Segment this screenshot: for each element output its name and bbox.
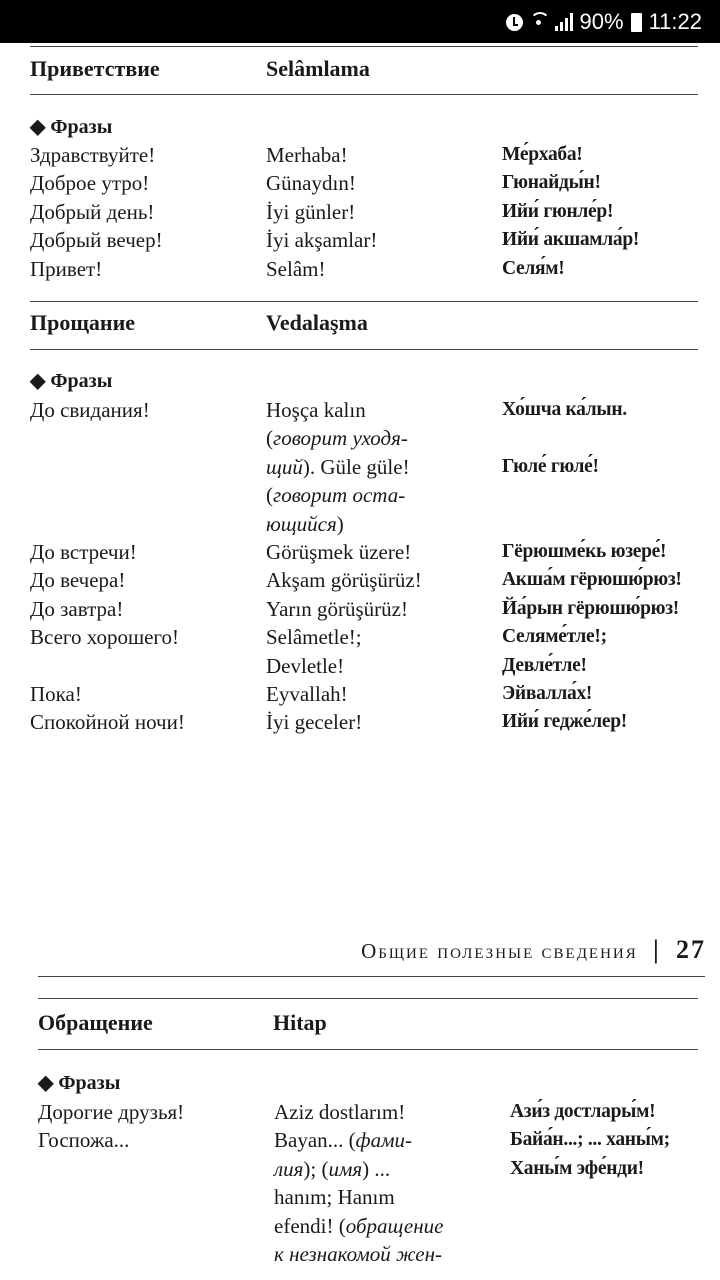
text-line xyxy=(274,1126,510,1154)
divider xyxy=(30,94,698,95)
italic-note: обращение xyxy=(345,1213,444,1238)
phrase-row xyxy=(30,708,682,736)
text-segment: Всего хорошего! xyxy=(30,625,180,650)
text-line xyxy=(274,1155,510,1183)
text-segment: ( xyxy=(266,483,273,508)
text-line xyxy=(30,538,266,566)
text-segment: Ханы́м эфе́нди! xyxy=(510,1157,644,1179)
text-segment: efendi! ( xyxy=(274,1213,346,1238)
phrase-row xyxy=(38,1126,670,1268)
text-segment: Пока! xyxy=(30,681,82,706)
turkish-phrase xyxy=(266,226,502,254)
text-segment: Görüşmek üzere! xyxy=(266,539,412,564)
text-line xyxy=(266,680,502,708)
text-segment: Hoşça kalın xyxy=(266,398,366,422)
turkish-phrase xyxy=(266,396,502,538)
transcription xyxy=(502,141,583,169)
russian-phrase xyxy=(30,680,266,708)
divider xyxy=(38,976,705,977)
transcription xyxy=(502,226,639,254)
text-segment: Байа́н...; ... ханы́м; xyxy=(510,1129,670,1151)
turkish-phrase xyxy=(266,623,502,680)
transcription xyxy=(502,538,666,566)
text-line xyxy=(30,141,266,169)
battery-percent: 90% xyxy=(579,9,624,34)
text-segment: Eyvallah! xyxy=(266,681,348,706)
text-segment: Гюле́ гюле́! xyxy=(502,455,599,477)
text-segment: Госпожа... xyxy=(38,1128,130,1153)
text-segment: Привет! xyxy=(30,256,103,281)
section-title-ru: Приветствие xyxy=(30,56,160,81)
phrase-row xyxy=(30,198,639,226)
text-line xyxy=(510,1155,670,1183)
transcription xyxy=(510,1098,655,1126)
text-line xyxy=(266,226,502,254)
text-line xyxy=(38,1098,274,1126)
text-segment: Bayan... ( xyxy=(274,1128,356,1153)
italic-note: фами- xyxy=(355,1128,412,1153)
russian-phrase xyxy=(30,141,266,169)
signal-icon xyxy=(555,13,573,31)
text-segment: Добрый день! xyxy=(30,199,155,224)
phrase-row xyxy=(30,226,639,254)
separator: | xyxy=(653,935,661,964)
text-line xyxy=(266,623,502,651)
text-line xyxy=(30,169,266,197)
turkish-phrase xyxy=(266,255,502,283)
text-line xyxy=(502,169,601,197)
text-line xyxy=(502,652,607,680)
transcription xyxy=(502,396,627,538)
divider xyxy=(30,46,698,47)
turkish-phrase xyxy=(266,595,502,623)
turkish-phrase xyxy=(266,566,502,594)
turkish-phrase xyxy=(274,1126,510,1268)
transcription xyxy=(502,566,682,594)
italic-note: говорит оста- xyxy=(273,483,406,508)
turkish-phrase xyxy=(266,198,502,226)
status-bar xyxy=(0,0,720,43)
running-title: Общие полезные сведения xyxy=(361,939,638,963)
section-title-ru: Прощание xyxy=(30,310,136,335)
divider xyxy=(30,301,698,302)
text-line xyxy=(30,623,266,651)
turkish-phrase xyxy=(266,169,502,197)
divider xyxy=(38,998,698,999)
phrase-table xyxy=(38,1098,670,1268)
text-segment: Ази́з достлары́м! xyxy=(510,1101,656,1122)
text-line xyxy=(266,510,502,538)
text-line xyxy=(266,652,502,680)
text-line xyxy=(274,1098,510,1126)
transcription xyxy=(502,708,627,736)
text-line xyxy=(502,595,679,623)
section-title-tr: Vedalaşma xyxy=(266,310,368,335)
russian-phrase xyxy=(30,396,266,538)
text-segment: ); ( xyxy=(303,1156,329,1181)
transcription xyxy=(502,169,601,197)
text-segment: Добрый вечер! xyxy=(30,228,163,253)
text-segment: Yarın görüşürüz! xyxy=(266,596,408,621)
text-line xyxy=(266,396,502,424)
text-segment: Ийи́ акшамла́р! xyxy=(502,229,640,251)
text-segment: Здравствуйте! xyxy=(30,143,156,167)
text-segment: Günaydın! xyxy=(266,171,356,196)
text-line xyxy=(266,255,502,283)
text-line xyxy=(502,255,564,283)
text-line xyxy=(502,226,639,254)
transcription xyxy=(502,198,613,226)
phrase-row xyxy=(30,141,639,169)
italic-note: говорит уходя- xyxy=(273,426,408,451)
text-segment: Хо́шча ка́лын. xyxy=(502,399,627,420)
text-segment: Дорогие друзья! xyxy=(38,1100,185,1124)
text-segment: Aziz dostlarım! xyxy=(274,1100,406,1124)
text-segment: До свидания! xyxy=(30,398,150,422)
alarm-icon xyxy=(506,14,523,31)
italic-note: щий xyxy=(266,454,303,479)
text-segment: Selâmetle!; xyxy=(266,625,362,650)
transcription xyxy=(502,255,564,283)
phrase-row xyxy=(30,169,639,197)
text-line xyxy=(502,708,627,736)
italic-note: к незнакомой жен- xyxy=(274,1241,443,1266)
text-line xyxy=(30,198,266,226)
text-line xyxy=(274,1240,510,1268)
phrase-row xyxy=(30,566,682,594)
phrase-table xyxy=(30,396,682,737)
russian-phrase xyxy=(30,566,266,594)
russian-phrase xyxy=(30,226,266,254)
phrase-row xyxy=(30,255,639,283)
turkish-phrase xyxy=(266,538,502,566)
text-line xyxy=(30,255,266,283)
text-line xyxy=(266,169,502,197)
russian-phrase xyxy=(38,1098,274,1126)
phrase-row xyxy=(30,396,682,538)
text-segment: Акша́м гёрюшю́рюз! xyxy=(502,569,682,591)
turkish-phrase xyxy=(266,141,502,169)
transcription xyxy=(502,680,592,708)
section-title-ru: Обращение xyxy=(38,1010,153,1035)
text-segment: Ийи́ гюнле́р! xyxy=(502,200,614,222)
russian-phrase xyxy=(30,708,266,736)
text-segment: Devletle! xyxy=(266,653,345,678)
russian-phrase xyxy=(30,623,266,680)
text-line xyxy=(266,481,502,509)
text-line xyxy=(30,680,266,708)
text-line xyxy=(502,566,682,594)
phrase-row xyxy=(30,538,682,566)
text-segment: Merhaba! xyxy=(266,143,348,167)
phrases-label: ◆ Фразы xyxy=(30,116,113,138)
transcription xyxy=(510,1126,670,1268)
text-line xyxy=(266,424,502,452)
text-segment: hanım; Hanım xyxy=(274,1185,395,1210)
text-line xyxy=(30,226,266,254)
text-segment: Йа́рын гёрюшю́рюз! xyxy=(502,597,679,619)
section-title-tr: Selâmlama xyxy=(266,56,370,81)
text-segment: Selâm! xyxy=(266,256,326,281)
text-line xyxy=(266,595,502,623)
section-title-tr: Hitap xyxy=(273,1010,327,1035)
text-segment: ). Güle güle! xyxy=(302,454,410,479)
divider xyxy=(30,349,698,350)
russian-phrase xyxy=(30,538,266,566)
turkish-phrase xyxy=(266,680,502,708)
turkish-phrase xyxy=(274,1098,510,1126)
text-segment: Спокойной ночи! xyxy=(30,710,185,735)
wifi-icon xyxy=(530,12,548,32)
text-line xyxy=(30,396,266,424)
text-line xyxy=(502,623,607,651)
text-segment: До встречи! xyxy=(30,539,137,564)
text-line xyxy=(266,708,502,736)
text-segment: ) xyxy=(336,511,344,536)
phrase-row xyxy=(30,595,682,623)
text-segment: Девле́тле! xyxy=(502,654,587,676)
russian-phrase xyxy=(30,255,266,283)
page-footer xyxy=(361,935,706,965)
text-segment: До завтра! xyxy=(30,596,124,621)
text-segment: Доброе утро! xyxy=(30,171,150,196)
text-line xyxy=(266,453,502,481)
turkish-phrase xyxy=(266,708,502,736)
phrase-row xyxy=(30,680,682,708)
phrase-row xyxy=(38,1098,670,1126)
text-line xyxy=(30,595,266,623)
text-line xyxy=(502,538,666,566)
phrase-row xyxy=(30,623,682,680)
text-line xyxy=(266,538,502,566)
text-line xyxy=(266,566,502,594)
russian-phrase xyxy=(30,198,266,226)
text-line xyxy=(502,453,627,481)
text-line xyxy=(274,1183,510,1211)
text-line xyxy=(30,566,266,594)
text-line xyxy=(502,141,583,169)
text-segment: Эйвалла́х! xyxy=(502,682,593,704)
text-segment: Akşam görüşürüz! xyxy=(266,568,422,593)
text-segment: Ийи́ гедже́лер! xyxy=(502,711,627,733)
text-line xyxy=(510,1126,670,1154)
text-segment: ) ... xyxy=(362,1156,391,1181)
text-line xyxy=(266,198,502,226)
clock: 11:22 xyxy=(648,9,702,34)
russian-phrase xyxy=(30,595,266,623)
text-segment: Гёрюшме́кь юзере́! xyxy=(502,540,667,562)
transcription xyxy=(502,623,607,680)
text-line xyxy=(510,1098,655,1126)
phrases-label: ◆ Фразы xyxy=(38,1072,121,1094)
text-line xyxy=(30,708,266,736)
italic-note: имя xyxy=(328,1156,363,1181)
transcription xyxy=(502,595,679,623)
text-line xyxy=(502,424,627,452)
text-segment: До вечера! xyxy=(30,568,126,593)
text-segment: ( xyxy=(266,426,273,451)
russian-phrase xyxy=(38,1126,274,1268)
text-line xyxy=(502,396,627,424)
text-segment: Ме́рхаба! xyxy=(502,144,583,165)
text-line xyxy=(274,1212,510,1240)
text-segment: Селяме́тле!; xyxy=(502,626,607,648)
text-segment: Гюнайды́н! xyxy=(502,172,601,194)
battery-icon xyxy=(631,13,642,32)
italic-note: ющийся xyxy=(266,511,337,536)
text-line xyxy=(38,1126,274,1154)
russian-phrase xyxy=(30,169,266,197)
text-segment: İyi günler! xyxy=(266,199,356,224)
text-segment: Селя́м! xyxy=(502,257,565,279)
text-segment: İyi geceler! xyxy=(266,710,363,735)
divider xyxy=(38,1049,698,1050)
phrase-table xyxy=(30,141,639,283)
text-line xyxy=(502,680,592,708)
text-line xyxy=(266,141,502,169)
text-line xyxy=(502,198,613,226)
page-number: 27 xyxy=(676,935,706,964)
phrases-label: ◆ Фразы xyxy=(30,370,113,392)
italic-note: лия xyxy=(274,1156,304,1181)
text-segment: İyi akşamlar! xyxy=(266,228,378,253)
